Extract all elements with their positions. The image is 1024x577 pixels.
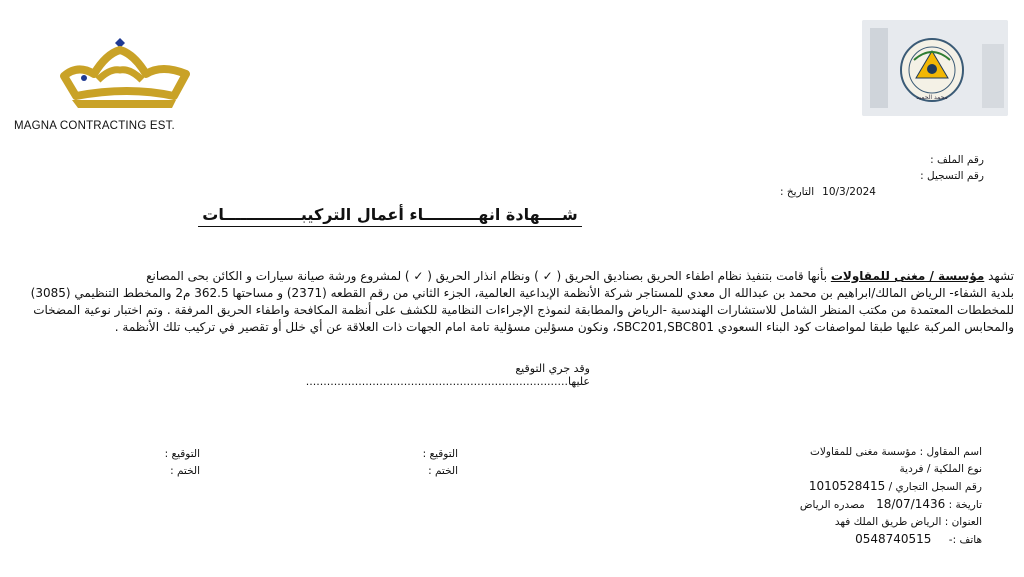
register-date-value: 18/07/1436 xyxy=(876,497,946,511)
body-line-1-intro: تشهد xyxy=(988,269,1014,283)
body-company-name: مؤسسة / مغنى للمقاولات xyxy=(830,269,985,283)
company-logo xyxy=(58,34,193,114)
date-row xyxy=(780,184,984,200)
date-label: التاريخ : xyxy=(780,186,815,198)
file-info xyxy=(780,152,984,200)
contractor-info xyxy=(690,444,982,549)
certificate-title xyxy=(150,205,630,224)
signature-label-middle: التوقيع : xyxy=(422,448,458,460)
signature-block-left xyxy=(100,446,200,480)
certificate-body xyxy=(14,268,1014,336)
date-value: 10/3/2024 xyxy=(822,186,876,198)
commercial-register-label: رقم السجل التجاري / xyxy=(888,481,982,493)
commercial-register-value: 1010528415 xyxy=(808,479,886,493)
contractor-address: العنوان : الرياض طريق الملك فهد xyxy=(834,516,982,528)
contractor-name: اسم المقاول : مؤسسة مغنى للمقاولات xyxy=(810,446,982,458)
registration-number-label: رقم التسجيل : xyxy=(920,170,984,182)
certificate-title-text: شــــهادة انهــــــــــاء أعمال التركيبــــــــــــــات xyxy=(198,205,582,227)
body-line-1-rest: بأنها قامت بتنفيذ نظام اطفاء الحريق بصناديق الحريق ( ✓ ) ونظام انذار الحريق ( ✓ ) لمشروع ورشة صيانة سيارات و الكائن بحى المصانع xyxy=(146,269,828,283)
phone-label: هاتف :- xyxy=(948,534,982,546)
body-line-2: بلدية الشفاء- الرياض المالك/ابراهيم بن محمد بن عبدالله ال معدي للمستاجر شركة الأنظمة الإبداعية العالمية، الجزء الثاني من رقم القطعه (2371) و مساحتها 362.5 م2 والمخطط التنظيمي (3085) xyxy=(30,286,1014,300)
company-latin-name: MAGNA CONTRACTING EST. xyxy=(14,120,175,132)
body-line-1 xyxy=(14,268,1014,285)
register-source: مصدره الرياض xyxy=(799,499,865,511)
register-date-row xyxy=(690,496,982,514)
body-line-4: والمحابس المركبة عليها طبقا لمواصفات كود البناء السعودي SBC201,SBC801، ونكون مسؤلين مسؤلية تامة امام الجهات ذات العلاقة عن أي خلل أو تقصير في تركيب تلك الأنظمة . xyxy=(114,320,1014,334)
file-number-label: رقم الملف : xyxy=(930,154,984,166)
crown-icon xyxy=(58,34,193,114)
signed-statement: وقد جري التوقيع عليها........................................................................... xyxy=(305,362,590,388)
body-line-3: للمخططات المعتمدة من مكتب المنظر الشامل للاستشارات الهندسية -الرياض والمطابقة لنموذج الإجراءات النظامية للكشف على أنظمة المكافحة واطفاء الحريق المرفقة . وتم اختبار نوعية المضخات xyxy=(33,303,1014,317)
stamp-label-left: الختم : xyxy=(170,465,200,477)
signature-block-middle xyxy=(358,446,458,480)
seal-caption: محمد الحميد xyxy=(916,94,948,101)
phone-value: 0548740515 xyxy=(855,532,932,546)
phone-row xyxy=(690,531,982,549)
civil-defense-seal xyxy=(862,20,1008,116)
register-date-label: تاريخة : xyxy=(948,499,982,511)
stamp-label-middle: الختم : xyxy=(428,465,458,477)
signature-label-left: التوقيع : xyxy=(164,448,200,460)
commercial-register-row xyxy=(690,478,982,496)
seal-icon xyxy=(862,20,1008,116)
contractor-ownership: نوع الملكية / فردية xyxy=(899,463,982,475)
